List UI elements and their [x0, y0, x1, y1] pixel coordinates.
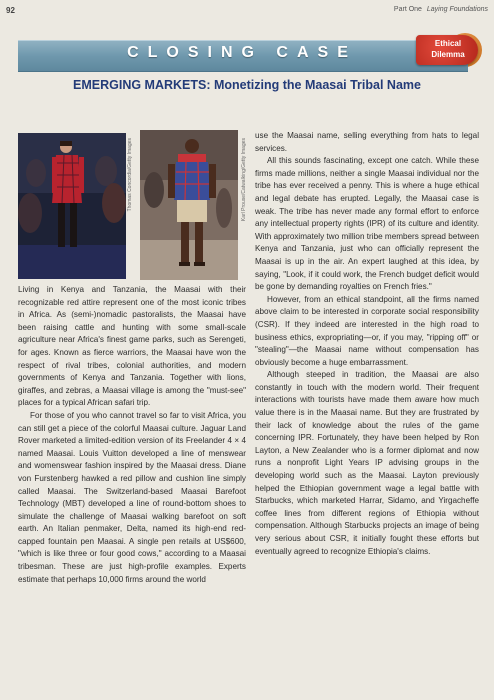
- page-number: 92: [6, 6, 15, 15]
- badge-line-2: Dilemma: [431, 50, 465, 59]
- runway-model-left-illustration: [18, 133, 126, 279]
- runway-photo-left: [18, 133, 126, 279]
- right-paragraph-4: Although steeped in tradition, the Maasai are also constantly in touch with the modern world. Their frequent interactions with tourists have made them aware how much value there is in the Maasai name. But they are frustrated by their lack of knowledge about the rules of the game concerning IPR. Fortunately, they have been helped by Ron Layton, a New Zealander who is a former diplomat and now runs a nonprofit Light Years IP advising groups in the developing world such as the Maasai. Layton previously helped the Ethiopian government wage a legal battle with Starbucks, which marketed Harrar, Sidamo, and Yirgacheffe coffee lines from different regions of Ethiopia without compensation. Although Starbucks projects an image of being very serious about CSR, it initially fought these efforts but eventually agreed to recognize Ethiopia's claims.: [255, 370, 479, 556]
- right-paragraph-1: use the Maasai name, selling everything from hats to legal services.: [255, 131, 479, 153]
- badge-label: [422, 38, 474, 60]
- ethical-dilemma-badge: [416, 35, 478, 65]
- left-column: [18, 130, 246, 586]
- photo-group: [18, 130, 254, 280]
- right-paragraph-3: However, from an ethical standpoint, all the firms named above claim to be interested in corporate social responsibility (CSR). If they indeed are interested in the high road to business ethics, expropriating—or, if you may, "ripping off" or "stealing"—the Maasai name without compensation has obviously become a huge embarrassment.: [255, 294, 479, 367]
- right-paragraph-2: All this sounds fascinating, except one catch. While these firms made millions, neither a single Maasai individual nor the tribe has ever received a penny. This is where a huge ethical and legal debate has erupted. Legally, the Maasai case is weak. The tribe has never made any formal effort to enforce any intellectual property rights (IPR) of its culture and identity. With approximately two million tribe members spread between Kenya and Tanzania, just who can officially represent the Maasai is up in the air. An expert laughed at this idea, by saying, "Look, if it could work, the French budget deficit would be gone by demanding royalties on French fries.": [255, 156, 479, 292]
- running-head-section: Laying Foundations: [426, 6, 488, 13]
- left-paragraph-1: Living in Kenya and Tanzania, the Maasai with their recognizable red attire represent one of the most iconic tribes in Africa. As (semi-)nomadic pastoralists, the Maasai have been raising cattle and hunting with some small-scale agriculture near Africa's finest game parks, such as Serengeti, for ages. Known as fierce warriors, the Maasai have won the respect of rival tribes, colonial authorities, and modern governments of Kenya and Tanzania. Together with lions, giraffes, and zebras, a Maasai village is among the "must-see" places for a typical African safari trip.: [18, 285, 246, 408]
- banner-title: CLOSING CASE: [127, 44, 357, 61]
- photo-credit-1: Thomas Concordia/Getty Images: [127, 138, 133, 212]
- right-column: [255, 130, 479, 558]
- photo-credit-2: Karl Prouse/Catwalking/Getty Images: [241, 138, 247, 222]
- badge-line-1: Ethical: [434, 39, 462, 48]
- running-head: [394, 6, 488, 13]
- running-head-part: Part One: [393, 6, 422, 13]
- left-paragraph-2: For those of you who cannot travel so far to visit Africa, you can still get a piece of the colorful Maasai culture. Jaguar Land Rover marketed a limited-edition version of its Freelander 4 × 4 named Maasai. Louis Vuitton developed a line of menswear and womenswear fashion inspired by the Maasai dress. Diane von Furstenberg hawked a red pillow and cushion line simply called Maasai. The Switzerland-based Maasai Barefoot Technology (MBT) developed a line of round-bottom shoes to simulate the challenge of Maasai walking barefoot on soft earth. An Italian penmaker, Delta, named its high-end red-capped fountain pen Maasai. A single pen retails at US$600, "which is like three or four good cows," according to a Maasai tribesman. These are just high-profile examples. Experts estimate that perhaps 10,000 firms around the world: [18, 410, 246, 584]
- closing-case-banner: [18, 40, 468, 72]
- case-title: EMERGING MARKETS: Monetizing the Maasai Tribal Name: [73, 78, 421, 92]
- runway-model-right-illustration: [140, 130, 238, 280]
- runway-photo-right: [140, 130, 238, 280]
